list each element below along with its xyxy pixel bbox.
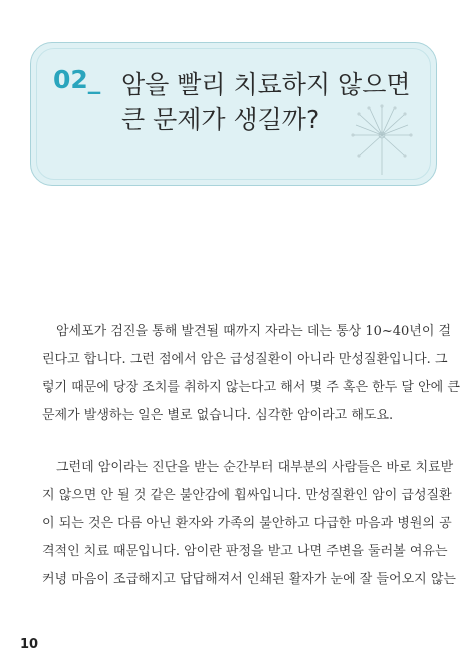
text-line: 격적인 치료 때문입니다. 암이란 판정을 받고 나면 주변을 둘러볼 여유는 [42, 544, 448, 559]
text-line: 렇기 때문에 당장 조치를 취하지 않는다고 해서 몇 주 혹은 한두 달 안에 큰 [42, 380, 460, 395]
text-line: 린다고 합니다. 그런 점에서 암은 급성질환이 아니라 만성질환입니다. 그 [42, 352, 448, 367]
text-line: 커녕 마음이 조급해지고 답답해져서 인쇄된 활자가 눈에 잘 들어오지 않는 [42, 572, 456, 587]
text-line: 이 되는 것은 다름 아닌 환자와 가족의 불안하고 다급한 마음과 병원의 공 [42, 516, 452, 531]
dandelion-illustration [342, 95, 422, 175]
chapter-title-line-1: 암을 빨리 치료하지 않으면 [121, 70, 411, 99]
text-line: 지 않으면 안 될 것 같은 불안감에 휩싸입니다. 만성질환인 암이 급성질환 [42, 488, 452, 503]
paragraph [42, 454, 456, 594]
chapter-title-box [30, 42, 437, 186]
text-line: 그런데 암이라는 진단을 받는 순간부터 대부분의 사람들은 바로 치료받 [56, 460, 454, 475]
chapter-number: 02_ [53, 65, 101, 94]
text-line: 문제가 발생하는 일은 별로 없습니다. 심각한 암이라고 해도요. [42, 408, 394, 423]
chapter-title-line-2: 큰 문제가 생길까? [121, 105, 320, 134]
paragraph [42, 318, 460, 430]
text-line: 암세포가 검진을 통해 발견될 때까지 자라는 데는 통상 10~40년이 걸 [56, 324, 452, 339]
body-text [42, 318, 460, 618]
page-number: 10 [20, 637, 39, 652]
